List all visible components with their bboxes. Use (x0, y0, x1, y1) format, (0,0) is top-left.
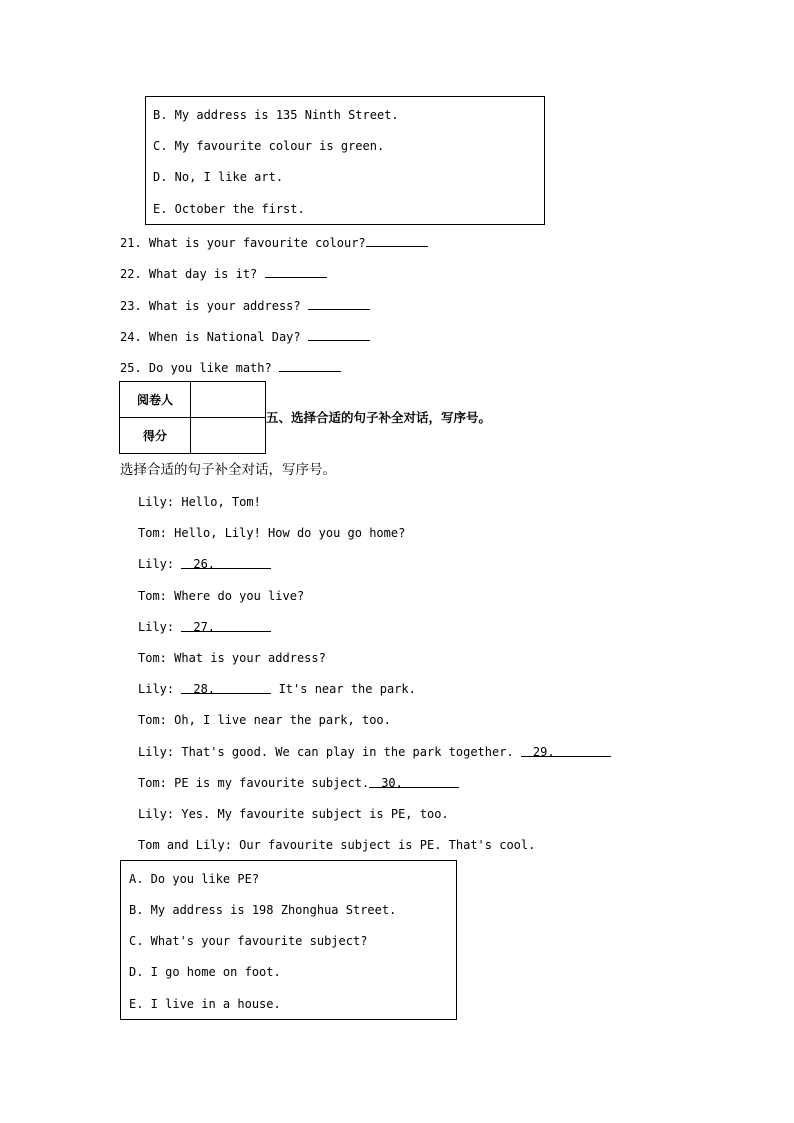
answer-blank[interactable] (265, 265, 327, 278)
dialogue-line-12: Tom and Lily: Our favourite subject is PE. That's cool. (138, 838, 536, 852)
line-suffix: It's near the park. (271, 682, 416, 696)
dialogue-line-6: Tom: What is your address? (138, 651, 326, 665)
question-23 (120, 297, 370, 314)
question-text: 22. What day is it? (120, 267, 265, 281)
dialogue-line-10 (138, 775, 459, 791)
answer-blank-29[interactable] (521, 744, 611, 757)
score-label: 得分 (120, 418, 191, 454)
question-25 (120, 359, 341, 376)
option-e: E. I live in a house. (129, 997, 281, 1011)
question-text: 24. When is National Day? (120, 330, 308, 344)
option-d: D. No, I like art. (153, 170, 284, 184)
answer-blank[interactable] (279, 359, 341, 372)
question-text: 21. What is your favourite colour? (120, 236, 366, 250)
blank-number: 28. (193, 682, 216, 696)
dialogue-line-7 (138, 681, 416, 697)
reviewer-cell[interactable] (191, 382, 266, 418)
question-24 (120, 328, 370, 345)
answer-blank-27[interactable] (181, 619, 271, 632)
question-text: 25. Do you like math? (120, 361, 279, 375)
speaker: Lily: (138, 682, 182, 696)
speaker: Lily: (138, 557, 182, 571)
answer-blank-28[interactable] (181, 681, 271, 694)
option-d: D. I go home on foot. (129, 965, 281, 979)
option-e: E. October the first. (153, 202, 305, 216)
question-21 (120, 234, 428, 251)
speaker: Lily: (138, 620, 182, 634)
dialogue-line-2: Tom: Hello, Lily! How do you go home? (138, 526, 406, 540)
dialogue-line-11: Lily: Yes. My favourite subject is PE, too. (138, 807, 449, 821)
answer-blank-26[interactable] (181, 556, 271, 569)
dialogue-line-3 (138, 556, 271, 572)
answer-blank[interactable] (308, 297, 370, 310)
line-text: Tom: PE is my favourite subject. (138, 776, 370, 790)
dialogue-line-1: Lily: Hello, Tom! (138, 495, 261, 509)
option-c: C. What's your favourite subject? (129, 934, 368, 948)
score-cell[interactable] (191, 418, 266, 454)
question-text: 23. What is your address? (120, 299, 308, 313)
option-b: B. My address is 135 Ninth Street. (153, 108, 399, 122)
option-b: B. My address is 198 Zhonghua Street. (129, 903, 397, 917)
option-c: C. My favourite colour is green. (153, 139, 385, 153)
answer-blank[interactable] (366, 234, 428, 247)
dialogue-line-8: Tom: Oh, I live near the park, too. (138, 713, 391, 727)
score-table (119, 381, 266, 454)
line-text: Lily: That's good. We can play in the park together. (138, 745, 521, 759)
reviewer-label: 阅卷人 (120, 382, 191, 418)
blank-number: 30. (381, 776, 403, 790)
blank-number: 26. (193, 557, 216, 571)
option-a: A. Do you like PE? (129, 872, 260, 886)
section-heading: 五、选择合适的句子补全对话，写序号。 (266, 410, 492, 425)
dialogue-line-4: Tom: Where do you live? (138, 589, 305, 603)
question-22 (120, 265, 327, 282)
blank-number: 29. (532, 745, 555, 759)
dialogue-line-9 (138, 744, 611, 760)
answer-blank[interactable] (308, 328, 370, 341)
section-instruction: 选择合适的句子补全对话，写序号。 (120, 462, 336, 478)
answer-blank-30[interactable] (369, 775, 459, 788)
blank-number: 27. (193, 620, 216, 634)
dialogue-line-5 (138, 619, 271, 635)
